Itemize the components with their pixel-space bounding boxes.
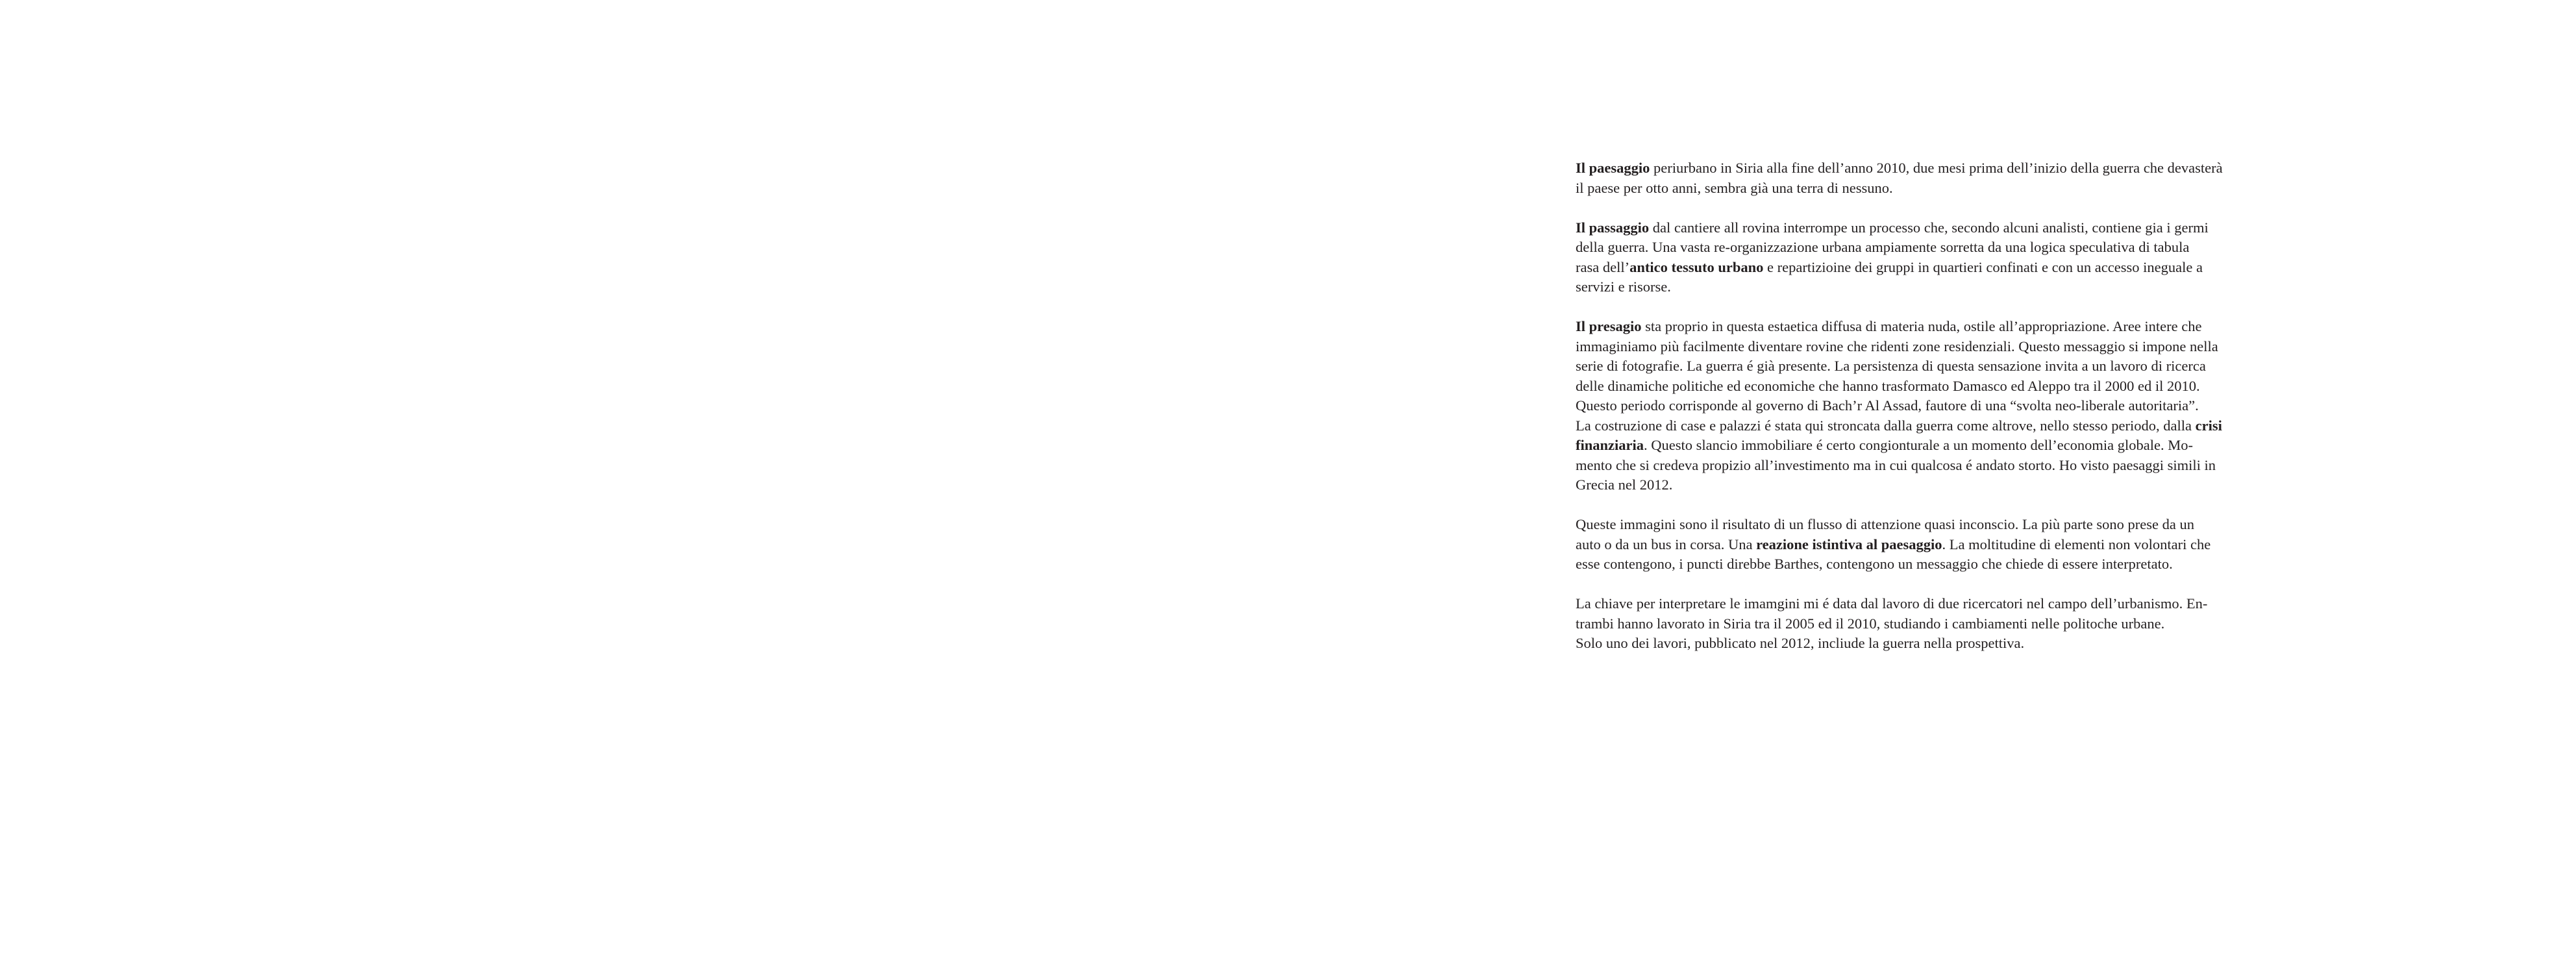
- text-run: Questo periodo corrisponde al governo di Bach’r Al Assad, fautore di una “svolta neo-liberale autoritaria”.: [1576, 397, 2199, 414]
- text-line: [1576, 456, 2309, 476]
- text-line: [1576, 515, 2309, 535]
- text-run: trambi hanno lavorato in Siria tra il 2005 ed il 2010, studiando i cambiamenti nelle politoche urbane.: [1576, 615, 2165, 632]
- text-run: delle dinamiche politiche ed economiche che hanno trasformato Damasco ed Aleppo tra il 2000 ed il 2010.: [1576, 377, 2200, 394]
- text-run: . Questo slancio immobiliare é certo congionturale a un momento dell’economia globale. Mo-: [1644, 437, 2194, 453]
- bold-text-run: Il passaggio: [1576, 219, 1650, 236]
- text-line: [1576, 396, 2309, 416]
- text-line: [1576, 158, 2309, 179]
- text-line: [1576, 356, 2309, 377]
- text-run: Solo uno dei lavori, pubblicato nel 2012, incliude la guerra nella prospettiva.: [1576, 635, 2025, 651]
- text-line: [1576, 634, 2309, 654]
- text-run: periurbano in Siria alla fine dell’anno 2010, due mesi prima dell’inizio della guerra che devasterà: [1650, 160, 2223, 176]
- text-line: [1576, 337, 2309, 357]
- text-line: [1576, 377, 2309, 397]
- text-line: [1576, 416, 2309, 436]
- text-line: [1576, 535, 2309, 555]
- text-line: [1576, 317, 2309, 337]
- paragraph: [1576, 218, 2309, 297]
- paragraph: [1576, 515, 2309, 575]
- bold-text-run: crisi: [2195, 417, 2222, 434]
- text-line: [1576, 436, 2309, 456]
- text-run: esse contengono, i puncti direbbe Barthes, contengono un messaggio che chiede di essere interpretato.: [1576, 556, 2173, 572]
- text-line: [1576, 238, 2309, 258]
- text-run: dal cantiere all rovina interrompe un processo che, secondo alcuni analisti, contiene gia i germi: [1649, 219, 2209, 236]
- text-line: [1576, 218, 2309, 238]
- text-run: La costruzione di case e palazzi é stata qui stroncata dalla guerra come altrove, nello stesso periodo, dalla: [1576, 417, 2196, 434]
- bold-text-run: Il presagio: [1576, 318, 1642, 334]
- bold-text-run: antico tessuto urbano: [1629, 258, 1764, 275]
- bold-text-run: Il paesaggio: [1576, 160, 1650, 176]
- text-run: La chiave per interpretare le imamgini mi é data dal lavoro di due ricercatori nel campo dell’urbanismo. En-: [1576, 595, 2208, 612]
- text-run: rasa dell’: [1576, 258, 1630, 275]
- paragraph: [1576, 317, 2309, 495]
- text-run: . La moltitudine di elementi non volontari che: [1942, 536, 2211, 552]
- text-run: servizi e risorse.: [1576, 279, 1671, 295]
- text-line: [1576, 594, 2309, 614]
- bold-text-run: finanziaria: [1576, 437, 1644, 453]
- text-run: e repartizioine dei gruppi in quartieri confinati e con un accesso ineguale a: [1763, 258, 2203, 275]
- text-run: immaginiamo più facilmente diventare rovine che ridenti zone residenziali. Questo messaggio si impone nella: [1576, 338, 2218, 354]
- text-run: mento che si credeva propizio all’investimento ma in cui qualcosa é andato storto. Ho visto paesaggi simili in: [1576, 456, 2216, 473]
- text-line: [1576, 179, 2309, 199]
- paragraph: [1576, 594, 2309, 654]
- text-run: auto o da un bus in corsa. Una: [1576, 536, 1757, 552]
- text-run: sta proprio in questa estaetica diffusa di materia nuda, ostile all’appropriazione. Aree intere che: [1641, 318, 2202, 334]
- text-line: [1576, 475, 2309, 495]
- text-line: [1576, 614, 2309, 634]
- text-run: Grecia nel 2012.: [1576, 477, 1673, 493]
- paragraph: [1576, 158, 2309, 198]
- text-run: Queste immagini sono il risultato di un flusso di attenzione quasi inconscio. La più parte sono prese da un: [1576, 516, 2194, 532]
- text-run: della guerra. Una vasta re-organizzazione urbana ampiamente sorretta da una logica speculativa di tabula: [1576, 239, 2190, 255]
- bold-text-run: reazione istintiva al paesaggio: [1756, 536, 1942, 552]
- text-line: [1576, 277, 2309, 297]
- text-line: [1576, 554, 2309, 575]
- text-run: il paese per otto anni, sembra già una terra di nessuno.: [1576, 179, 1893, 196]
- text-column: [1576, 158, 2309, 673]
- text-line: [1576, 258, 2309, 278]
- text-run: serie di fotografie. La guerra é già presente. La persistenza di questa sensazione invita a un lavoro di ricerca: [1576, 358, 2206, 374]
